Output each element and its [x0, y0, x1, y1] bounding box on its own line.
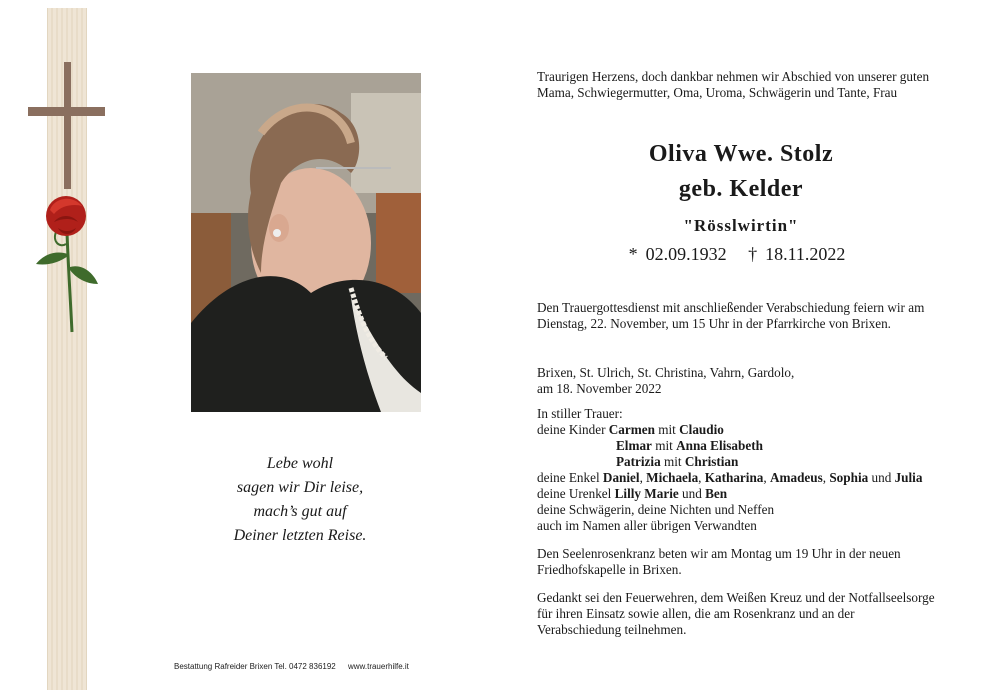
- poem-line: Lebe wohl: [266, 455, 334, 472]
- mourners-heading: In stiller Trauer:: [537, 406, 623, 421]
- service-announcement: Den Trauergottesdienst mit anschließender Verabschiedung feiern wir am Dienstag, 22. November, um 15 Uhr in der Pfarrkirche von Brixen.: [537, 300, 925, 331]
- website-link[interactable]: www.trauerhilfe.it: [347, 662, 409, 671]
- footer: [174, 662, 419, 671]
- children-line-3: Patrizia mit Christian: [616, 454, 739, 469]
- funeral-home-info: Bestattung Rafreider Brixen Tel. 0472 836192: [174, 662, 336, 671]
- death-date: 18.11.2022: [765, 244, 846, 264]
- birth-name: geb. Kelder: [678, 176, 804, 202]
- siblings-line: deine Schwägerin, deine Nichten und Neffen: [537, 502, 775, 517]
- relatives-line: auch im Namen aller übrigen Verwandten: [537, 518, 757, 533]
- children-line-2: Elmar mit Anna Elisabeth: [616, 438, 763, 453]
- deceased-name: Oliva Wwe. Stolz: [648, 141, 834, 167]
- poem-line: sagen wir Dir leise,: [236, 479, 364, 496]
- mourners-list: [537, 406, 937, 534]
- life-dates: [537, 244, 937, 265]
- poem-line: Deiner letzten Reise.: [233, 527, 367, 544]
- intro-text: Traurigen Herzens, doch dankbar nehmen wir Abschied von unserer guten Mama, Schwiegermutter, Oma, Uroma, Schwägerin und Tante, Frau: [537, 69, 930, 100]
- nickname: "Rösslwirtin": [683, 216, 799, 235]
- poem-line: mach’s gut auf: [253, 503, 347, 520]
- place-date: Brixen, St. Ulrich, St. Christina, Vahrn, Gardolo, am 18. November 2022: [537, 365, 795, 396]
- thanks-text: Gedankt sei den Feuerwehren, dem Weißen Kreuz und der Notfallseelsorge für ihren Einsatz sowie allen, die am Rosenkranz und an der Verabschiedung teilnehmen.: [537, 590, 935, 637]
- rosary-announcement: Den Seelenrosenkranz beten wir am Montag um 19 Uhr in der neuen Friedhofskapelle in Brixen.: [537, 546, 901, 577]
- children-line-1: deine Kinder Carmen mit Claudio: [537, 422, 724, 437]
- birth-date: 02.09.1932: [645, 244, 727, 264]
- farewell-poem: [198, 452, 402, 548]
- great-grandchildren-line: deine Urenkel Lilly Marie und Ben: [537, 486, 728, 501]
- death-symbol: †: [748, 244, 758, 264]
- rose-icon: [32, 192, 102, 337]
- birth-symbol: *: [628, 244, 638, 264]
- portrait-photo: [191, 73, 421, 412]
- grandchildren-line: deine Enkel Daniel, Michaela, Katharina, Amadeus, Sophia und Julia: [537, 470, 923, 485]
